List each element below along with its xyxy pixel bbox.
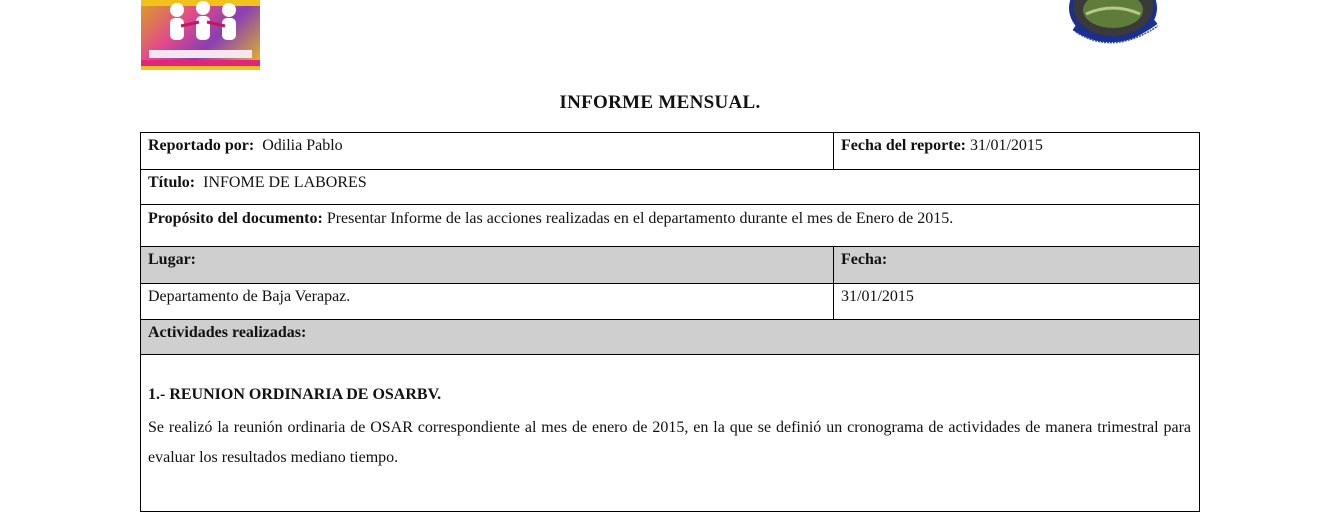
seal-logo-right	[1066, 0, 1166, 50]
activity-item	[148, 385, 1191, 473]
table-row-purpose	[141, 205, 1199, 247]
title-cell	[141, 170, 1199, 204]
reported-by-label: Reportado por:	[148, 137, 255, 154]
place-value-cell	[141, 284, 833, 319]
table-row-title	[141, 170, 1199, 205]
table-row-place-values	[141, 284, 1199, 320]
organization-logo-left	[141, 0, 260, 70]
report-table	[140, 132, 1200, 512]
title-label: Título:	[148, 174, 196, 191]
activities-label-cell	[141, 320, 1199, 354]
place-label: Lugar:	[148, 251, 196, 268]
page-title: INFORME MENSUAL.	[559, 92, 761, 113]
title-value: INFOME DE LABORES	[203, 174, 367, 191]
activity-text: Se realizó la reunión ordinaria de OSAR correspondiente al mes de enero de 2015, en la que se definió un cronograma de actividades de manera trimestral para evaluar los resultados mediano tiempo.	[148, 419, 1191, 466]
purpose-cell	[141, 205, 1199, 246]
purpose-label: Propósito del documento:	[148, 210, 323, 227]
date-label: Fecha:	[841, 251, 888, 268]
logo-caption	[149, 50, 252, 58]
report-date-cell	[833, 133, 1199, 169]
date-value: 31/01/2015	[841, 288, 914, 305]
reported-by-value: Odilia Pablo	[262, 137, 343, 154]
activity-heading: 1.- REUNION ORDINARIA DE OSARBV.	[148, 386, 442, 403]
report-date-label: Fecha del reporte:	[841, 137, 966, 154]
people-figures-icon	[163, 0, 243, 42]
place-value: Departamento de Baja Verapaz.	[148, 288, 351, 305]
date-label-cell	[833, 247, 1199, 283]
report-date-value: 31/01/2015	[970, 137, 1043, 154]
date-value-cell	[833, 284, 1199, 319]
table-row-reported	[141, 133, 1199, 170]
place-label-cell	[141, 247, 833, 283]
reported-by-cell	[141, 133, 833, 169]
activities-label: Actividades realizadas:	[148, 324, 307, 341]
table-row-activities-header	[141, 320, 1199, 355]
table-row-place-header	[141, 247, 1199, 284]
purpose-value: Presentar Informe de las acciones realizadas en el departamento durante el mes de Enero de 2015.	[326, 210, 954, 227]
